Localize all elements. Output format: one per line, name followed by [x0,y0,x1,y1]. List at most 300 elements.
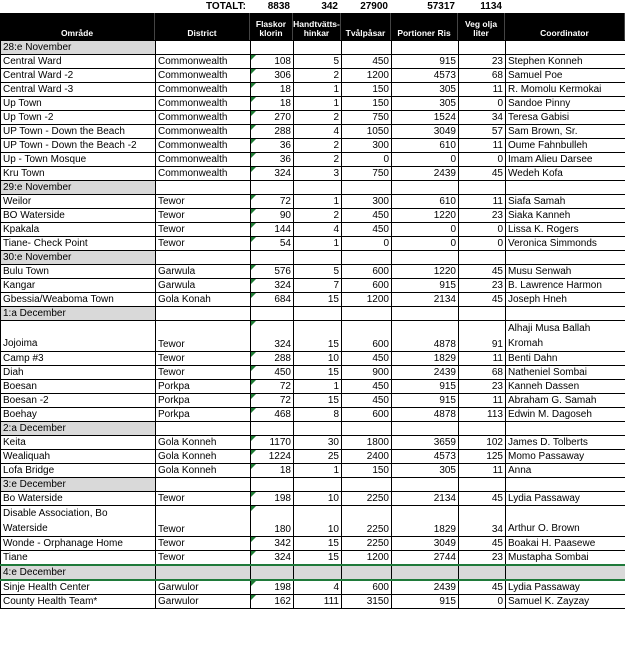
cell-district[interactable]: Commonwealth [156,111,251,125]
cell-p[interactable]: 4878 [392,408,459,422]
empty-cell[interactable] [156,565,251,580]
cell-h[interactable]: 2 [294,153,342,167]
empty-cell[interactable] [251,307,294,321]
cell-area[interactable]: BO Waterside [1,209,156,223]
cell-c[interactable]: Mustapha Sombai [506,551,625,566]
cell-v[interactable]: 91 [459,321,506,352]
cell-p[interactable]: 915 [392,279,459,293]
cell-area[interactable]: Boesan [1,380,156,394]
empty-cell[interactable] [156,478,251,492]
cell-v[interactable]: 0 [459,223,506,237]
cell-t[interactable]: 300 [342,195,392,209]
empty-cell[interactable] [459,478,506,492]
cell-area[interactable]: Weilor [1,195,156,209]
cell-h[interactable]: 15 [294,394,342,408]
cell-f[interactable]: 90 [251,209,294,223]
cell-area[interactable]: Kru Town [1,167,156,181]
total-flaskor[interactable]: 8838 [267,1,290,12]
cell-t[interactable]: 1050 [342,125,392,139]
cell-p[interactable]: 915 [392,380,459,394]
empty-cell[interactable] [251,181,294,195]
cell-area[interactable]: Tiane- Check Point [1,237,156,251]
cell-t[interactable]: 450 [342,352,392,366]
cell-v[interactable]: 11 [459,195,506,209]
total-tvalpasar[interactable]: 27900 [360,1,388,12]
cell-t[interactable]: 450 [342,380,392,394]
cell-h[interactable]: 15 [294,293,342,307]
cell-c[interactable]: Veronica Simmonds [506,237,625,251]
cell-v[interactable]: 113 [459,408,506,422]
cell-c[interactable]: Siaka Kanneh [506,209,625,223]
cell-h[interactable]: 8 [294,408,342,422]
cell-f[interactable]: 72 [251,380,294,394]
cell-v[interactable]: 0 [459,237,506,251]
cell-district[interactable]: Commonwealth [156,167,251,181]
cell-area[interactable]: Central Ward -2 [1,69,156,83]
cell-f[interactable]: 162 [251,595,294,609]
cell-t[interactable]: 1200 [342,551,392,566]
cell-p[interactable]: 305 [392,464,459,478]
cell-p[interactable]: 610 [392,139,459,153]
cell-area[interactable]: Bulu Town [1,265,156,279]
cell-h[interactable]: 2 [294,111,342,125]
cell-t[interactable]: 1200 [342,69,392,83]
cell-t[interactable]: 300 [342,139,392,153]
cell-district[interactable]: Garwula [156,265,251,279]
cell-f[interactable]: 18 [251,97,294,111]
empty-cell[interactable] [342,307,392,321]
cell-area[interactable]: Jojoima [1,321,156,352]
cell-v[interactable]: 57 [459,125,506,139]
cell-f[interactable]: 324 [251,551,294,566]
cell-f[interactable]: 18 [251,464,294,478]
cell-h[interactable]: 4 [294,223,342,237]
cell-area[interactable]: UP Town - Down the Beach [1,125,156,139]
date-group-label[interactable]: 28:e November [1,41,156,55]
empty-cell[interactable] [156,251,251,265]
empty-cell[interactable] [251,251,294,265]
date-group-label[interactable]: 29:e November [1,181,156,195]
empty-cell[interactable] [459,307,506,321]
cell-h[interactable]: 2 [294,209,342,223]
cell-h[interactable]: 5 [294,55,342,69]
cell-area[interactable]: Boehay [1,408,156,422]
cell-c[interactable]: Alhaji Musa Ballah Kromah [506,321,625,352]
header-omrade[interactable]: Område [0,13,155,40]
empty-cell[interactable] [342,478,392,492]
cell-h[interactable]: 10 [294,492,342,506]
cell-c[interactable]: R. Momolu Kermokai [506,83,625,97]
cell-area[interactable]: Up - Town Mosque [1,153,156,167]
cell-area[interactable]: Disable Association, Bo Waterside [1,506,156,537]
cell-v[interactable]: 23 [459,209,506,223]
cell-f[interactable]: 288 [251,125,294,139]
date-group-label[interactable]: 2:a December [1,422,156,436]
cell-f[interactable]: 324 [251,279,294,293]
cell-area[interactable]: County Health Team* [1,595,156,609]
cell-h[interactable]: 111 [294,595,342,609]
cell-f[interactable]: 342 [251,537,294,551]
cell-district[interactable]: Commonwealth [156,125,251,139]
cell-f[interactable]: 450 [251,366,294,380]
cell-area[interactable]: Boesan -2 [1,394,156,408]
cell-c[interactable]: Natheniel Sombai [506,366,625,380]
empty-cell[interactable] [294,478,342,492]
cell-h[interactable]: 15 [294,551,342,566]
cell-district[interactable]: Tewor [156,537,251,551]
cell-p[interactable]: 3659 [392,436,459,450]
empty-cell[interactable] [392,307,459,321]
cell-c[interactable]: Imam Alieu Darsee [506,153,625,167]
cell-p[interactable]: 4878 [392,321,459,352]
cell-area[interactable]: Central Ward [1,55,156,69]
cell-p[interactable]: 1829 [392,352,459,366]
cell-p[interactable]: 1829 [392,506,459,537]
cell-v[interactable]: 45 [459,167,506,181]
cell-t[interactable]: 600 [342,279,392,293]
cell-v[interactable]: 23 [459,55,506,69]
cell-p[interactable]: 610 [392,195,459,209]
cell-f[interactable]: 684 [251,293,294,307]
cell-t[interactable]: 450 [342,394,392,408]
cell-f[interactable]: 324 [251,321,294,352]
cell-area[interactable]: Gbessia/Weaboma Town [1,293,156,307]
empty-cell[interactable] [506,41,625,55]
cell-v[interactable]: 45 [459,492,506,506]
cell-f[interactable]: 288 [251,352,294,366]
header-district[interactable]: District [155,13,250,40]
cell-district[interactable]: Tewor [156,209,251,223]
cell-district[interactable]: Porkpa [156,394,251,408]
cell-t[interactable]: 0 [342,237,392,251]
cell-t[interactable]: 600 [342,580,392,595]
header-coordinator[interactable]: Coordinator [505,13,625,40]
cell-t[interactable]: 750 [342,111,392,125]
cell-f[interactable]: 270 [251,111,294,125]
empty-cell[interactable] [156,307,251,321]
cell-p[interactable]: 3049 [392,537,459,551]
cell-t[interactable]: 1200 [342,293,392,307]
empty-cell[interactable] [294,422,342,436]
empty-cell[interactable] [156,41,251,55]
cell-v[interactable]: 68 [459,69,506,83]
cell-c[interactable]: Boakai H. Paasewe [506,537,625,551]
cell-p[interactable]: 4573 [392,450,459,464]
cell-v[interactable]: 23 [459,551,506,566]
cell-c[interactable]: Joseph Hneh [506,293,625,307]
cell-h[interactable]: 15 [294,366,342,380]
empty-cell[interactable] [392,565,459,580]
cell-v[interactable]: 125 [459,450,506,464]
cell-area[interactable]: Up Town [1,97,156,111]
empty-cell[interactable] [506,422,625,436]
cell-c[interactable]: Samuel Poe [506,69,625,83]
total-handtvatt[interactable]: 342 [321,1,338,12]
empty-cell[interactable] [506,565,625,580]
empty-cell[interactable] [156,181,251,195]
header-portioner[interactable]: Portioner Ris [391,13,458,40]
cell-area[interactable]: Wealiquah [1,450,156,464]
cell-h[interactable]: 4 [294,125,342,139]
empty-cell[interactable] [506,251,625,265]
cell-area[interactable]: Keita [1,436,156,450]
cell-p[interactable]: 0 [392,237,459,251]
empty-cell[interactable] [156,422,251,436]
cell-h[interactable]: 25 [294,450,342,464]
cell-district[interactable]: Gola Konneh [156,464,251,478]
cell-v[interactable]: 0 [459,595,506,609]
cell-h[interactable]: 1 [294,97,342,111]
cell-district[interactable]: Tewor [156,551,251,566]
cell-t[interactable]: 3150 [342,595,392,609]
date-group-label[interactable]: 1:a December [1,307,156,321]
cell-h[interactable]: 1 [294,464,342,478]
cell-district[interactable]: Commonwealth [156,55,251,69]
cell-h[interactable]: 1 [294,380,342,394]
empty-cell[interactable] [294,251,342,265]
total-portioner[interactable]: 57317 [427,1,455,12]
cell-district[interactable]: Garwulor [156,580,251,595]
cell-p[interactable]: 2439 [392,366,459,380]
empty-cell[interactable] [506,478,625,492]
cell-f[interactable]: 72 [251,195,294,209]
cell-v[interactable]: 11 [459,139,506,153]
cell-c[interactable]: Abraham G. Samah [506,394,625,408]
date-group-label[interactable]: 30:e November [1,251,156,265]
cell-h[interactable]: 1 [294,237,342,251]
cell-t[interactable]: 0 [342,153,392,167]
empty-cell[interactable] [459,565,506,580]
cell-c[interactable]: B. Lawrence Harmon [506,279,625,293]
cell-t[interactable]: 150 [342,97,392,111]
cell-area[interactable]: Central Ward -3 [1,83,156,97]
cell-v[interactable]: 23 [459,279,506,293]
empty-cell[interactable] [251,478,294,492]
cell-v[interactable]: 11 [459,464,506,478]
header-vegolja[interactable]: Veg olja liter [458,13,505,40]
cell-c[interactable]: Teresa Gabisi [506,111,625,125]
cell-t[interactable]: 450 [342,223,392,237]
cell-p[interactable]: 1524 [392,111,459,125]
cell-district[interactable]: Tewor [156,321,251,352]
cell-v[interactable]: 0 [459,153,506,167]
empty-cell[interactable] [506,181,625,195]
date-group-label[interactable]: 4:e December [1,565,156,580]
cell-f[interactable]: 198 [251,580,294,595]
cell-f[interactable]: 36 [251,139,294,153]
cell-f[interactable]: 306 [251,69,294,83]
empty-cell[interactable] [294,41,342,55]
cell-district[interactable]: Commonwealth [156,83,251,97]
cell-t[interactable]: 450 [342,209,392,223]
cell-f[interactable]: 18 [251,83,294,97]
cell-f[interactable]: 54 [251,237,294,251]
empty-cell[interactable] [392,251,459,265]
empty-cell[interactable] [251,565,294,580]
cell-t[interactable]: 2250 [342,492,392,506]
cell-h[interactable]: 4 [294,580,342,595]
cell-c[interactable]: Stephen Konneh [506,55,625,69]
header-tvalpasar[interactable]: Tvålpåsar [341,13,391,40]
cell-v[interactable]: 23 [459,380,506,394]
cell-c[interactable]: James D. Tolberts [506,436,625,450]
cell-h[interactable]: 7 [294,279,342,293]
cell-district[interactable]: Commonwealth [156,69,251,83]
empty-cell[interactable] [342,41,392,55]
cell-p[interactable]: 305 [392,97,459,111]
cell-f[interactable]: 198 [251,492,294,506]
cell-district[interactable]: Gola Konah [156,293,251,307]
cell-area[interactable]: Wonde - Orphanage Home [1,537,156,551]
cell-h[interactable]: 30 [294,436,342,450]
cell-district[interactable]: Commonwealth [156,97,251,111]
cell-f[interactable]: 576 [251,265,294,279]
cell-area[interactable]: Kangar [1,279,156,293]
cell-t[interactable]: 2250 [342,506,392,537]
cell-area[interactable]: Up Town -2 [1,111,156,125]
cell-district[interactable]: Garwula [156,279,251,293]
empty-cell[interactable] [459,181,506,195]
cell-h[interactable]: 1 [294,195,342,209]
cell-p[interactable]: 1220 [392,265,459,279]
cell-c[interactable]: Oume Fahnbulleh [506,139,625,153]
cell-h[interactable]: 10 [294,506,342,537]
cell-t[interactable]: 150 [342,464,392,478]
cell-district[interactable]: Gola Konneh [156,436,251,450]
cell-c[interactable]: Arthur O. Brown [506,506,625,537]
empty-cell[interactable] [342,422,392,436]
empty-cell[interactable] [392,422,459,436]
empty-cell[interactable] [294,307,342,321]
cell-c[interactable]: Momo Passaway [506,450,625,464]
cell-c[interactable]: Kanneh Dassen [506,380,625,394]
cell-v[interactable]: 34 [459,506,506,537]
cell-h[interactable]: 3 [294,167,342,181]
cell-v[interactable]: 45 [459,537,506,551]
cell-t[interactable]: 1800 [342,436,392,450]
cell-p[interactable]: 2134 [392,492,459,506]
empty-cell[interactable] [342,565,392,580]
cell-h[interactable]: 15 [294,321,342,352]
empty-cell[interactable] [392,181,459,195]
cell-p[interactable]: 3049 [392,125,459,139]
cell-p[interactable]: 0 [392,223,459,237]
cell-t[interactable]: 750 [342,167,392,181]
cell-f[interactable]: 36 [251,153,294,167]
cell-c[interactable]: Lissa K. Rogers [506,223,625,237]
cell-area[interactable]: Sinje Health Center [1,580,156,595]
cell-district[interactable]: Tewor [156,195,251,209]
cell-v[interactable]: 45 [459,265,506,279]
cell-h[interactable]: 2 [294,139,342,153]
empty-cell[interactable] [294,181,342,195]
cell-district[interactable]: Gola Konneh [156,450,251,464]
cell-t[interactable]: 2250 [342,537,392,551]
cell-t[interactable]: 600 [342,265,392,279]
cell-district[interactable]: Porkpa [156,380,251,394]
cell-v[interactable]: 45 [459,293,506,307]
cell-f[interactable]: 108 [251,55,294,69]
cell-area[interactable]: Lofa Bridge [1,464,156,478]
cell-t[interactable]: 150 [342,83,392,97]
cell-c[interactable]: Edwin M. Dagoseh [506,408,625,422]
cell-p[interactable]: 2134 [392,293,459,307]
cell-t[interactable]: 900 [342,366,392,380]
cell-v[interactable]: 11 [459,394,506,408]
cell-district[interactable]: Tewor [156,492,251,506]
empty-cell[interactable] [392,478,459,492]
cell-district[interactable]: Tewor [156,366,251,380]
date-group-label[interactable]: 3:e December [1,478,156,492]
cell-c[interactable]: Anna [506,464,625,478]
cell-district[interactable]: Commonwealth [156,153,251,167]
header-handtvatt[interactable]: Handtvätts-hinkar [293,13,341,40]
cell-district[interactable]: Commonwealth [156,139,251,153]
empty-cell[interactable] [342,181,392,195]
cell-c[interactable]: Lydia Passaway [506,580,625,595]
empty-cell[interactable] [294,565,342,580]
empty-cell[interactable] [251,41,294,55]
cell-district[interactable]: Tewor [156,352,251,366]
cell-t[interactable]: 600 [342,321,392,352]
cell-h[interactable]: 15 [294,537,342,551]
cell-c[interactable]: Benti Dahn [506,352,625,366]
cell-district[interactable]: Garwulor [156,595,251,609]
cell-c[interactable]: Siafa Samah [506,195,625,209]
cell-district[interactable]: Tewor [156,223,251,237]
cell-f[interactable]: 72 [251,394,294,408]
total-vegolja[interactable]: 1134 [480,1,502,12]
cell-district[interactable]: Tewor [156,237,251,251]
cell-h[interactable]: 2 [294,69,342,83]
empty-cell[interactable] [251,422,294,436]
cell-district[interactable]: Tewor [156,506,251,537]
cell-p[interactable]: 2439 [392,167,459,181]
cell-v[interactable]: 0 [459,97,506,111]
cell-p[interactable]: 915 [392,394,459,408]
cell-c[interactable]: Musu Senwah [506,265,625,279]
cell-c[interactable]: Samuel K. Zayzay [506,595,625,609]
empty-cell[interactable] [392,41,459,55]
cell-v[interactable]: 34 [459,111,506,125]
cell-area[interactable]: Bo Waterside [1,492,156,506]
cell-f[interactable]: 324 [251,167,294,181]
cell-v[interactable]: 102 [459,436,506,450]
empty-cell[interactable] [342,251,392,265]
cell-area[interactable]: Kpakala [1,223,156,237]
cell-f[interactable]: 1224 [251,450,294,464]
empty-cell[interactable] [459,41,506,55]
cell-f[interactable]: 468 [251,408,294,422]
cell-t[interactable]: 450 [342,55,392,69]
cell-h[interactable]: 1 [294,83,342,97]
cell-p[interactable]: 2439 [392,580,459,595]
cell-v[interactable]: 11 [459,83,506,97]
cell-p[interactable]: 0 [392,153,459,167]
empty-cell[interactable] [459,422,506,436]
cell-c[interactable]: Sam Brown, Sr. [506,125,625,139]
cell-f[interactable]: 1170 [251,436,294,450]
cell-area[interactable]: Tiane [1,551,156,566]
cell-district[interactable]: Porkpa [156,408,251,422]
empty-cell[interactable] [459,251,506,265]
cell-c[interactable]: Wedeh Kofa [506,167,625,181]
cell-c[interactable]: Sandoe Pinny [506,97,625,111]
cell-f[interactable]: 180 [251,506,294,537]
cell-c[interactable]: Lydia Passaway [506,492,625,506]
cell-t[interactable]: 600 [342,408,392,422]
cell-p[interactable]: 915 [392,595,459,609]
